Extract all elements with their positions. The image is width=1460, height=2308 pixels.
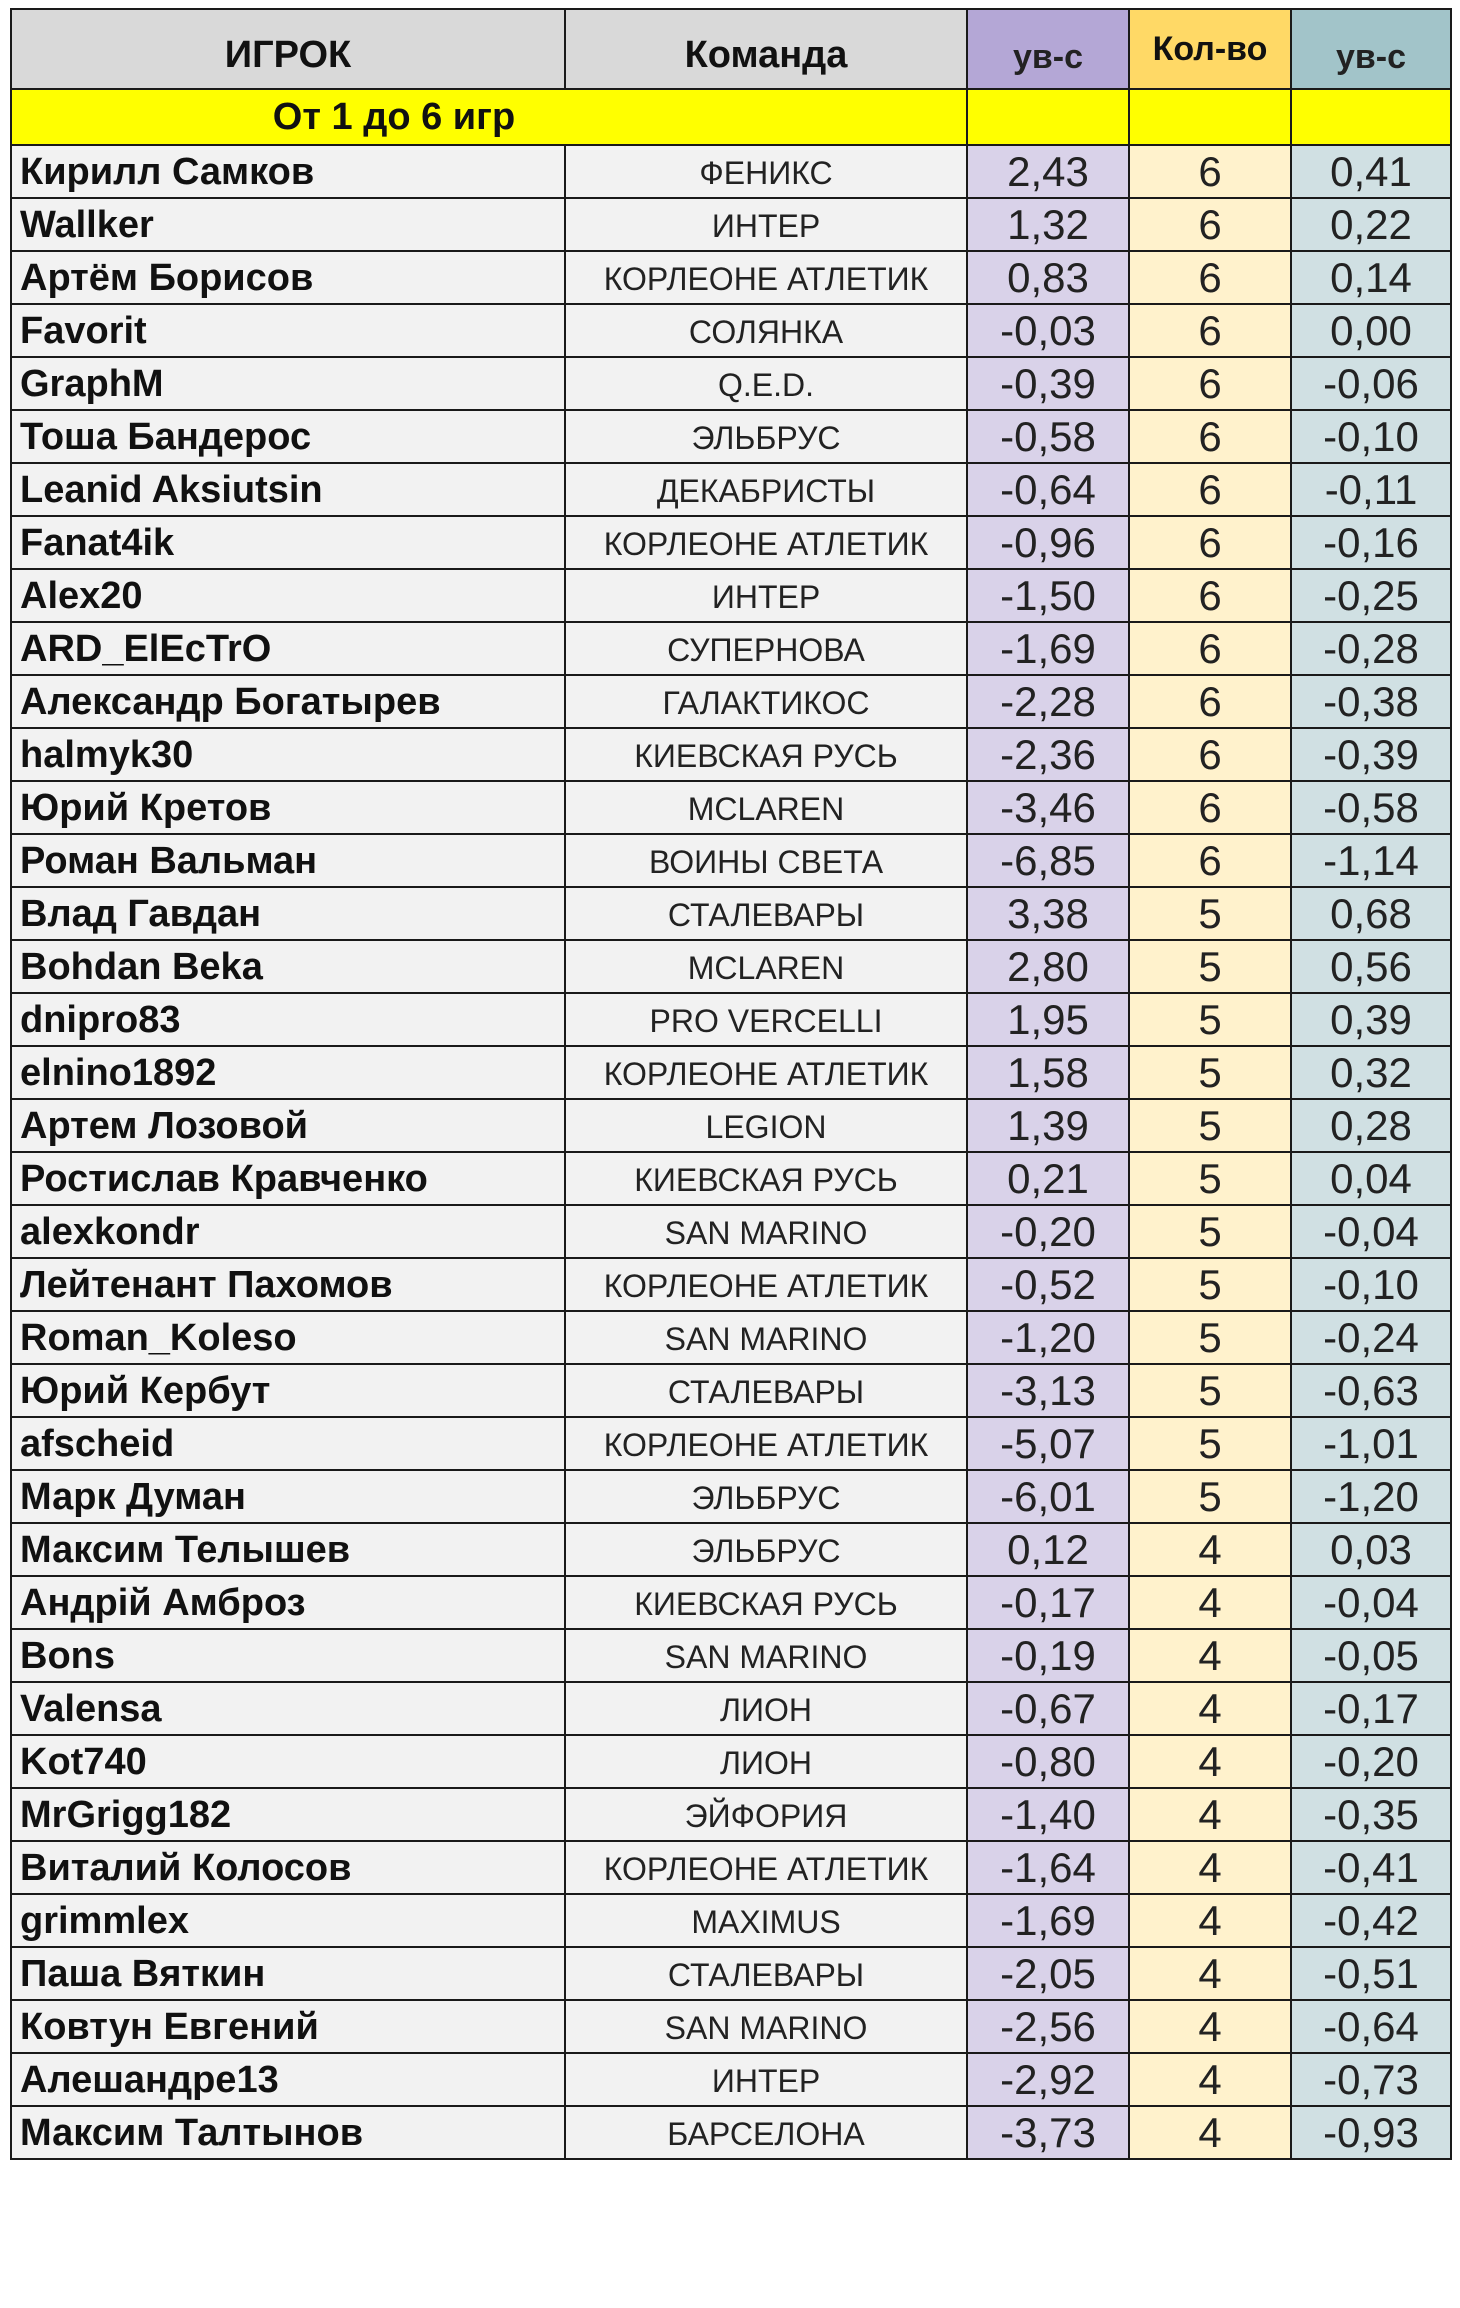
team-cell: SAN MARINO bbox=[565, 2000, 967, 2053]
count-cell: 4 bbox=[1129, 1894, 1291, 1947]
per-game-cell: -0,93 bbox=[1291, 2106, 1451, 2159]
table-row bbox=[11, 1523, 1451, 1576]
avg-cell: -0,96 bbox=[967, 516, 1129, 569]
per-game-cell: -0,24 bbox=[1291, 1311, 1451, 1364]
avg-cell: -1,20 bbox=[967, 1311, 1129, 1364]
count-cell: 5 bbox=[1129, 1046, 1291, 1099]
table-row bbox=[11, 728, 1451, 781]
avg-cell: 0,21 bbox=[967, 1152, 1129, 1205]
player-cell: Алешандре13 bbox=[11, 2053, 565, 2106]
table-row bbox=[11, 1788, 1451, 1841]
team-cell: SAN MARINO bbox=[565, 1629, 967, 1682]
table-row bbox=[11, 1205, 1451, 1258]
table-row bbox=[11, 1947, 1451, 2000]
player-cell: Bons bbox=[11, 1629, 565, 1682]
table-row bbox=[11, 675, 1451, 728]
player-cell: afscheid bbox=[11, 1417, 565, 1470]
avg-cell: -3,46 bbox=[967, 781, 1129, 834]
player-cell: Valensa bbox=[11, 1682, 565, 1735]
team-cell: ВОИНЫ СВЕТА bbox=[565, 834, 967, 887]
team-cell: LEGION bbox=[565, 1099, 967, 1152]
header-player: ИГРОК bbox=[11, 9, 565, 89]
player-cell: Роман Вальман bbox=[11, 834, 565, 887]
header-row bbox=[11, 9, 1451, 89]
table-row bbox=[11, 834, 1451, 887]
team-cell: ЭЛЬБРУС bbox=[565, 410, 967, 463]
team-cell: MCLAREN bbox=[565, 940, 967, 993]
player-cell: Максим Талтынов bbox=[11, 2106, 565, 2159]
per-game-cell: 0,68 bbox=[1291, 887, 1451, 940]
table-row bbox=[11, 463, 1451, 516]
table-row bbox=[11, 1629, 1451, 1682]
per-game-cell: -0,16 bbox=[1291, 516, 1451, 569]
player-cell: Андрій Амброз bbox=[11, 1576, 565, 1629]
count-cell: 6 bbox=[1129, 410, 1291, 463]
avg-cell: -3,73 bbox=[967, 2106, 1129, 2159]
avg-cell: -2,92 bbox=[967, 2053, 1129, 2106]
count-cell: 6 bbox=[1129, 145, 1291, 198]
avg-cell: 2,43 bbox=[967, 145, 1129, 198]
table-row bbox=[11, 1735, 1451, 1788]
team-cell: ЛИОН bbox=[565, 1682, 967, 1735]
per-game-cell: -0,64 bbox=[1291, 2000, 1451, 2053]
player-cell: Кирилл Самков bbox=[11, 145, 565, 198]
table-row bbox=[11, 1311, 1451, 1364]
count-cell: 6 bbox=[1129, 781, 1291, 834]
count-cell: 4 bbox=[1129, 1682, 1291, 1735]
avg-cell: -1,69 bbox=[967, 1894, 1129, 1947]
count-cell: 5 bbox=[1129, 1099, 1291, 1152]
team-cell: КОРЛЕОНЕ АТЛЕТИК bbox=[565, 251, 967, 304]
group-cell-avg bbox=[967, 89, 1129, 145]
team-cell: КОРЛЕОНЕ АТЛЕТИК bbox=[565, 516, 967, 569]
avg-cell: -2,05 bbox=[967, 1947, 1129, 2000]
team-cell: КИЕВСКАЯ РУСЬ bbox=[565, 728, 967, 781]
table-row bbox=[11, 2000, 1451, 2053]
team-cell: ЭЛЬБРУС bbox=[565, 1470, 967, 1523]
per-game-cell: 0,22 bbox=[1291, 198, 1451, 251]
player-cell: dnipro83 bbox=[11, 993, 565, 1046]
player-cell: Паша Вяткин bbox=[11, 1947, 565, 2000]
table-row bbox=[11, 1364, 1451, 1417]
avg-cell: -0,52 bbox=[967, 1258, 1129, 1311]
team-cell: КОРЛЕОНЕ АТЛЕТИК bbox=[565, 1046, 967, 1099]
player-cell: Лейтенант Пахомов bbox=[11, 1258, 565, 1311]
avg-cell: 3,38 bbox=[967, 887, 1129, 940]
team-cell: КИЕВСКАЯ РУСЬ bbox=[565, 1576, 967, 1629]
per-game-cell: 0,14 bbox=[1291, 251, 1451, 304]
count-cell: 4 bbox=[1129, 1788, 1291, 1841]
avg-cell: -6,01 bbox=[967, 1470, 1129, 1523]
avg-cell: 0,83 bbox=[967, 251, 1129, 304]
table-row bbox=[11, 1682, 1451, 1735]
count-cell: 4 bbox=[1129, 2106, 1291, 2159]
per-game-cell: -0,06 bbox=[1291, 357, 1451, 410]
group-cell-count bbox=[1129, 89, 1291, 145]
avg-cell: -5,07 bbox=[967, 1417, 1129, 1470]
table-row bbox=[11, 251, 1451, 304]
count-cell: 6 bbox=[1129, 516, 1291, 569]
player-cell: Юрий Кербут bbox=[11, 1364, 565, 1417]
per-game-cell: -0,42 bbox=[1291, 1894, 1451, 1947]
per-game-cell: -0,25 bbox=[1291, 569, 1451, 622]
per-game-cell: -1,20 bbox=[1291, 1470, 1451, 1523]
table-row bbox=[11, 357, 1451, 410]
player-cell: halmyk30 bbox=[11, 728, 565, 781]
player-cell: Марк Думан bbox=[11, 1470, 565, 1523]
avg-cell: -0,64 bbox=[967, 463, 1129, 516]
team-cell: КОРЛЕОНЕ АТЛЕТИК bbox=[565, 1841, 967, 1894]
per-game-cell: -0,20 bbox=[1291, 1735, 1451, 1788]
team-cell: СТАЛЕВАРЫ bbox=[565, 887, 967, 940]
avg-cell: -1,50 bbox=[967, 569, 1129, 622]
per-game-cell: 0,04 bbox=[1291, 1152, 1451, 1205]
team-cell: MCLAREN bbox=[565, 781, 967, 834]
count-cell: 6 bbox=[1129, 198, 1291, 251]
header-team: Команда bbox=[565, 9, 967, 89]
count-cell: 6 bbox=[1129, 834, 1291, 887]
table-row bbox=[11, 781, 1451, 834]
team-cell: ФЕНИКС bbox=[565, 145, 967, 198]
avg-cell: -1,40 bbox=[967, 1788, 1129, 1841]
per-game-cell: 0,28 bbox=[1291, 1099, 1451, 1152]
per-game-cell: -0,28 bbox=[1291, 622, 1451, 675]
table-row bbox=[11, 1258, 1451, 1311]
player-cell: grimmlex bbox=[11, 1894, 565, 1947]
table-row bbox=[11, 1099, 1451, 1152]
player-cell: elnino1892 bbox=[11, 1046, 565, 1099]
per-game-cell: 0,32 bbox=[1291, 1046, 1451, 1099]
avg-cell: -2,28 bbox=[967, 675, 1129, 728]
team-cell: СОЛЯНКА bbox=[565, 304, 967, 357]
per-game-cell: -0,41 bbox=[1291, 1841, 1451, 1894]
team-cell: ЭЛЬБРУС bbox=[565, 1523, 967, 1576]
count-cell: 5 bbox=[1129, 940, 1291, 993]
table-row bbox=[11, 569, 1451, 622]
count-cell: 6 bbox=[1129, 463, 1291, 516]
team-cell: СТАЛЕВАРЫ bbox=[565, 1364, 967, 1417]
team-cell: MAXIMUS bbox=[565, 1894, 967, 1947]
count-cell: 4 bbox=[1129, 2053, 1291, 2106]
count-cell: 4 bbox=[1129, 1947, 1291, 2000]
player-cell: Favorit bbox=[11, 304, 565, 357]
table-row bbox=[11, 145, 1451, 198]
count-cell: 6 bbox=[1129, 728, 1291, 781]
per-game-cell: -1,01 bbox=[1291, 1417, 1451, 1470]
avg-cell: 1,39 bbox=[967, 1099, 1129, 1152]
player-cell: Roman_Koleso bbox=[11, 1311, 565, 1364]
team-cell: КИЕВСКАЯ РУСЬ bbox=[565, 1152, 967, 1205]
player-cell: Виталий Колосов bbox=[11, 1841, 565, 1894]
count-cell: 4 bbox=[1129, 2000, 1291, 2053]
table-row bbox=[11, 1417, 1451, 1470]
header-count: Кол-во bbox=[1129, 9, 1291, 89]
count-cell: 4 bbox=[1129, 1523, 1291, 1576]
per-game-cell: -0,63 bbox=[1291, 1364, 1451, 1417]
table-row bbox=[11, 1470, 1451, 1523]
player-cell: Артём Борисов bbox=[11, 251, 565, 304]
header-avg: ув-с bbox=[967, 9, 1129, 89]
count-cell: 5 bbox=[1129, 1205, 1291, 1258]
per-game-cell: 0,03 bbox=[1291, 1523, 1451, 1576]
team-cell: SAN MARINO bbox=[565, 1311, 967, 1364]
avg-cell: -6,85 bbox=[967, 834, 1129, 887]
table-body bbox=[11, 89, 1451, 2159]
group-cell-per bbox=[1291, 89, 1451, 145]
player-cell: Александр Богатырев bbox=[11, 675, 565, 728]
player-cell: Wallker bbox=[11, 198, 565, 251]
count-cell: 5 bbox=[1129, 1311, 1291, 1364]
avg-cell: -3,13 bbox=[967, 1364, 1129, 1417]
team-cell: ЭЙФОРИЯ bbox=[565, 1788, 967, 1841]
team-cell: ИНТЕР bbox=[565, 2053, 967, 2106]
table-row bbox=[11, 1046, 1451, 1099]
count-cell: 5 bbox=[1129, 1470, 1291, 1523]
table-row bbox=[11, 1152, 1451, 1205]
table-row bbox=[11, 516, 1451, 569]
table-row bbox=[11, 1841, 1451, 1894]
team-cell: SAN MARINO bbox=[565, 1205, 967, 1258]
count-cell: 6 bbox=[1129, 569, 1291, 622]
per-game-cell: 0,41 bbox=[1291, 145, 1451, 198]
player-cell: Артем Лозовой bbox=[11, 1099, 565, 1152]
player-cell: Ковтун Евгений bbox=[11, 2000, 565, 2053]
avg-cell: -2,36 bbox=[967, 728, 1129, 781]
table-row bbox=[11, 1576, 1451, 1629]
avg-cell: -1,64 bbox=[967, 1841, 1129, 1894]
avg-cell: -0,80 bbox=[967, 1735, 1129, 1788]
avg-cell: -0,67 bbox=[967, 1682, 1129, 1735]
team-cell: КОРЛЕОНЕ АТЛЕТИК bbox=[565, 1258, 967, 1311]
team-cell: СТАЛЕВАРЫ bbox=[565, 1947, 967, 2000]
team-cell: ДЕКАБРИСТЫ bbox=[565, 463, 967, 516]
count-cell: 5 bbox=[1129, 887, 1291, 940]
avg-cell: 0,12 bbox=[967, 1523, 1129, 1576]
player-cell: Тоша Бандерос bbox=[11, 410, 565, 463]
team-cell: БАРСЕЛОНА bbox=[565, 2106, 967, 2159]
per-game-cell: -0,17 bbox=[1291, 1682, 1451, 1735]
stats-table bbox=[10, 8, 1452, 2160]
per-game-cell: -0,11 bbox=[1291, 463, 1451, 516]
count-cell: 6 bbox=[1129, 304, 1291, 357]
avg-cell: 1,95 bbox=[967, 993, 1129, 1046]
avg-cell: -1,69 bbox=[967, 622, 1129, 675]
per-game-cell: 0,39 bbox=[1291, 993, 1451, 1046]
count-cell: 5 bbox=[1129, 993, 1291, 1046]
table-row bbox=[11, 2106, 1451, 2159]
count-cell: 4 bbox=[1129, 1629, 1291, 1682]
table-row bbox=[11, 410, 1451, 463]
per-game-cell: 0,56 bbox=[1291, 940, 1451, 993]
player-cell: Максим Телышев bbox=[11, 1523, 565, 1576]
group-row bbox=[11, 89, 1451, 145]
group-label: От 1 до 6 игр bbox=[11, 89, 967, 145]
team-cell: ЛИОН bbox=[565, 1735, 967, 1788]
team-cell: ГАЛАКТИКОС bbox=[565, 675, 967, 728]
player-cell: Leanid Aksiutsin bbox=[11, 463, 565, 516]
per-game-cell: -0,10 bbox=[1291, 1258, 1451, 1311]
team-cell: Q.E.D. bbox=[565, 357, 967, 410]
count-cell: 5 bbox=[1129, 1417, 1291, 1470]
player-cell: Влад Гавдан bbox=[11, 887, 565, 940]
player-cell: ARD_ElEcTrO bbox=[11, 622, 565, 675]
count-cell: 6 bbox=[1129, 622, 1291, 675]
per-game-cell: -1,14 bbox=[1291, 834, 1451, 887]
table-row bbox=[11, 304, 1451, 357]
player-cell: alexkondr bbox=[11, 1205, 565, 1258]
table-row bbox=[11, 198, 1451, 251]
count-cell: 4 bbox=[1129, 1735, 1291, 1788]
count-cell: 5 bbox=[1129, 1258, 1291, 1311]
player-cell: MrGrigg182 bbox=[11, 1788, 565, 1841]
per-game-cell: -0,38 bbox=[1291, 675, 1451, 728]
player-cell: Bohdan Beka bbox=[11, 940, 565, 993]
count-cell: 6 bbox=[1129, 357, 1291, 410]
per-game-cell: -0,04 bbox=[1291, 1205, 1451, 1258]
player-cell: GraphM bbox=[11, 357, 565, 410]
team-cell: ИНТЕР bbox=[565, 198, 967, 251]
per-game-cell: -0,73 bbox=[1291, 2053, 1451, 2106]
count-cell: 4 bbox=[1129, 1576, 1291, 1629]
per-game-cell: -0,58 bbox=[1291, 781, 1451, 834]
count-cell: 5 bbox=[1129, 1152, 1291, 1205]
per-game-cell: -0,35 bbox=[1291, 1788, 1451, 1841]
player-cell: Fanat4ik bbox=[11, 516, 565, 569]
per-game-cell: -0,05 bbox=[1291, 1629, 1451, 1682]
avg-cell: -2,56 bbox=[967, 2000, 1129, 2053]
team-cell: ИНТЕР bbox=[565, 569, 967, 622]
player-cell: Alex20 bbox=[11, 569, 565, 622]
per-game-cell: -0,39 bbox=[1291, 728, 1451, 781]
table-row bbox=[11, 2053, 1451, 2106]
table-row bbox=[11, 622, 1451, 675]
avg-cell: 2,80 bbox=[967, 940, 1129, 993]
count-cell: 4 bbox=[1129, 1841, 1291, 1894]
per-game-cell: -0,51 bbox=[1291, 1947, 1451, 2000]
avg-cell: 1,32 bbox=[967, 198, 1129, 251]
player-cell: Ростислав Кравченко bbox=[11, 1152, 565, 1205]
count-cell: 6 bbox=[1129, 675, 1291, 728]
per-game-cell: 0,00 bbox=[1291, 304, 1451, 357]
count-cell: 5 bbox=[1129, 1364, 1291, 1417]
team-cell: СУПЕРНОВА bbox=[565, 622, 967, 675]
avg-cell: -0,58 bbox=[967, 410, 1129, 463]
avg-cell: -0,39 bbox=[967, 357, 1129, 410]
table-row bbox=[11, 993, 1451, 1046]
table-row bbox=[11, 940, 1451, 993]
player-cell: Юрий Кретов bbox=[11, 781, 565, 834]
avg-cell: -0,03 bbox=[967, 304, 1129, 357]
per-game-cell: -0,10 bbox=[1291, 410, 1451, 463]
player-cell: Kot740 bbox=[11, 1735, 565, 1788]
avg-cell: -0,17 bbox=[967, 1576, 1129, 1629]
team-cell: PRO VERCELLI bbox=[565, 993, 967, 1046]
avg-cell: 1,58 bbox=[967, 1046, 1129, 1099]
count-cell: 6 bbox=[1129, 251, 1291, 304]
table-row bbox=[11, 887, 1451, 940]
per-game-cell: -0,04 bbox=[1291, 1576, 1451, 1629]
avg-cell: -0,19 bbox=[967, 1629, 1129, 1682]
header-per-game: ув-с bbox=[1291, 9, 1451, 89]
table-row bbox=[11, 1894, 1451, 1947]
team-cell: КОРЛЕОНЕ АТЛЕТИК bbox=[565, 1417, 967, 1470]
avg-cell: -0,20 bbox=[967, 1205, 1129, 1258]
